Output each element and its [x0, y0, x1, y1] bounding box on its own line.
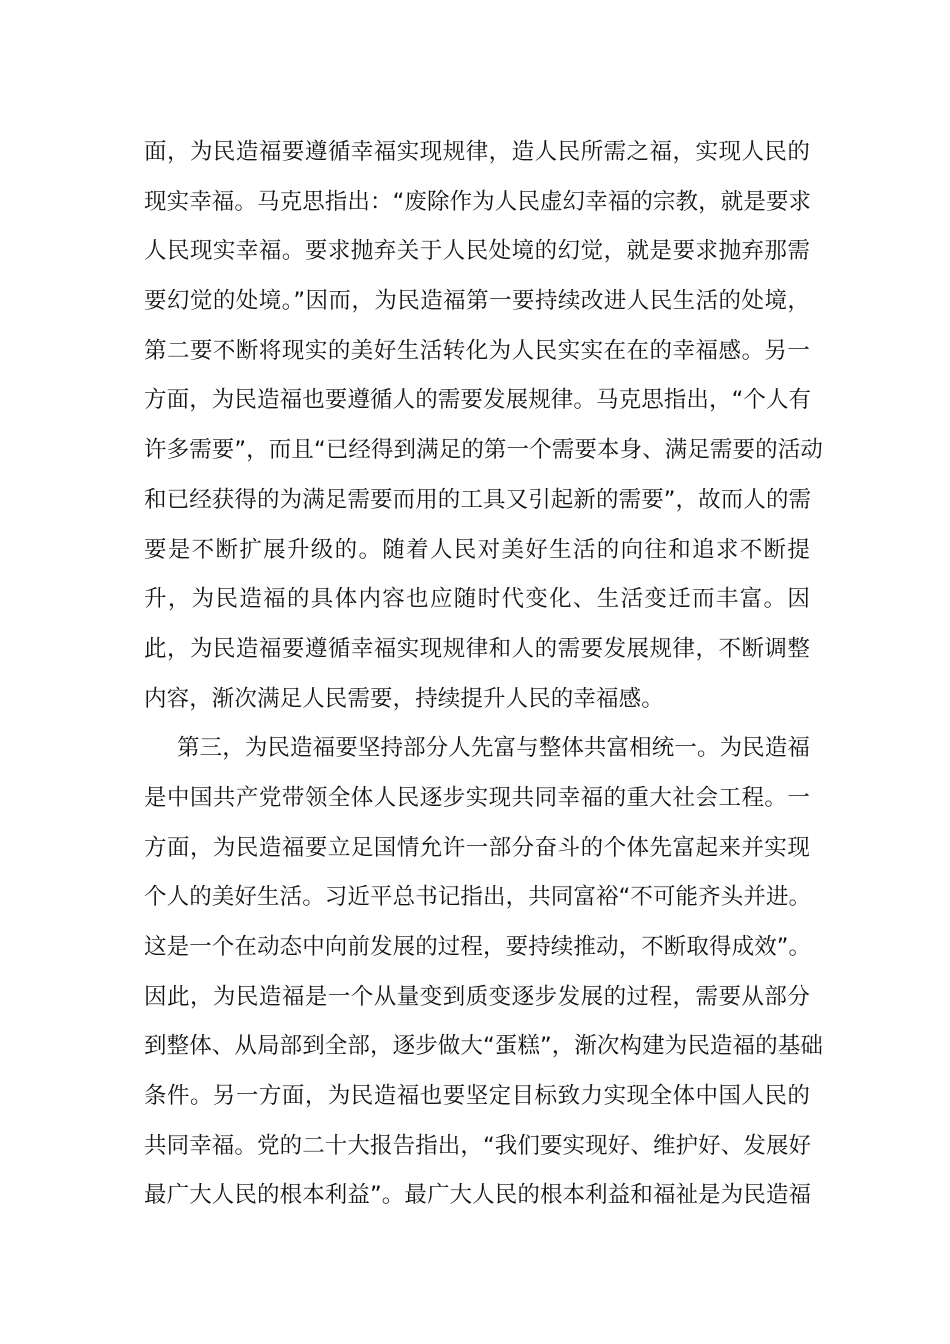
text-line: 和已经获得的为满足需要而用的工具又引起新的需要”，故而人的需	[144, 486, 812, 513]
text-line: 共同幸福。党的二十大报告指出，“我们要实现好、维护好、发展好	[144, 1132, 812, 1159]
text-line: 要幻觉的处境。”因而，为民造福第一要持续改进人民生活的处境，	[144, 288, 810, 315]
paragraph-1	[144, 128, 823, 724]
text-line: 是中国共产党带领全体人民逐步实现共同幸福的重大社会工程。一	[144, 784, 810, 811]
text-line: 到整体、从局部到全部，逐步做大“蛋糕”，渐次构建为民造福的基础	[144, 1033, 823, 1060]
text-line: 方面，为民造福也要遵循人的需要发展规律。马克思指出，“个人有	[144, 387, 812, 414]
text-line: 第二要不断将现实的美好生活转化为人民实实在在的幸福感。另一	[144, 337, 810, 364]
text-line: 人民现实幸福。要求抛弃关于人民处境的幻觉，就是要求抛弃那需	[144, 238, 810, 265]
text-line: 因此，为民造福是一个从量变到质变逐步发展的过程，需要从部分	[144, 983, 810, 1010]
text-line: 这是一个在动态中向前发展的过程，要持续推动，不断取得成效”。	[144, 934, 812, 960]
text-line: 此，为民造福要遵循幸福实现规律和人的需要发展规律，不断调整	[144, 635, 810, 662]
text-line: 现实幸福。马克思指出：“废除作为人民虚幻幸福的宗教，就是要求	[144, 188, 812, 215]
text-line: 最广大人民的根本利益”。最广大人民的根本利益和福祉是为民造福	[144, 1182, 812, 1209]
text-line: 条件。另一方面，为民造福也要坚定目标致力实现全体中国人民的	[144, 1083, 810, 1110]
text-line: 第三，为民造福要坚持部分人先富与整体共富相统一。为民造福	[177, 735, 810, 762]
text-line: 个人的美好生活。习近平总书记指出，共同富裕“不可能齐头并进。	[144, 884, 812, 911]
text-line: 方面，为民造福要立足国情允许一部分奋斗的个体先富起来并实现	[144, 834, 810, 861]
paragraph-2	[144, 724, 823, 1221]
text-line: 许多需要”，而且“已经得到满足的第一个需要本身、满足需要的活动	[144, 437, 823, 464]
text-line: 要是不断扩展升级的。随着人民对美好生活的向往和追求不断提	[144, 536, 810, 563]
text-line: 内容，渐次满足人民需要，持续提升人民的幸福感。	[144, 685, 664, 712]
text-line: 升，为民造福的具体内容也应随时代变化、生活变迁而丰富。因	[144, 586, 810, 613]
body-text	[144, 128, 823, 1221]
text-line: 面，为民造福要遵循幸福实现规律，造人民所需之福，实现人民的	[144, 139, 810, 165]
